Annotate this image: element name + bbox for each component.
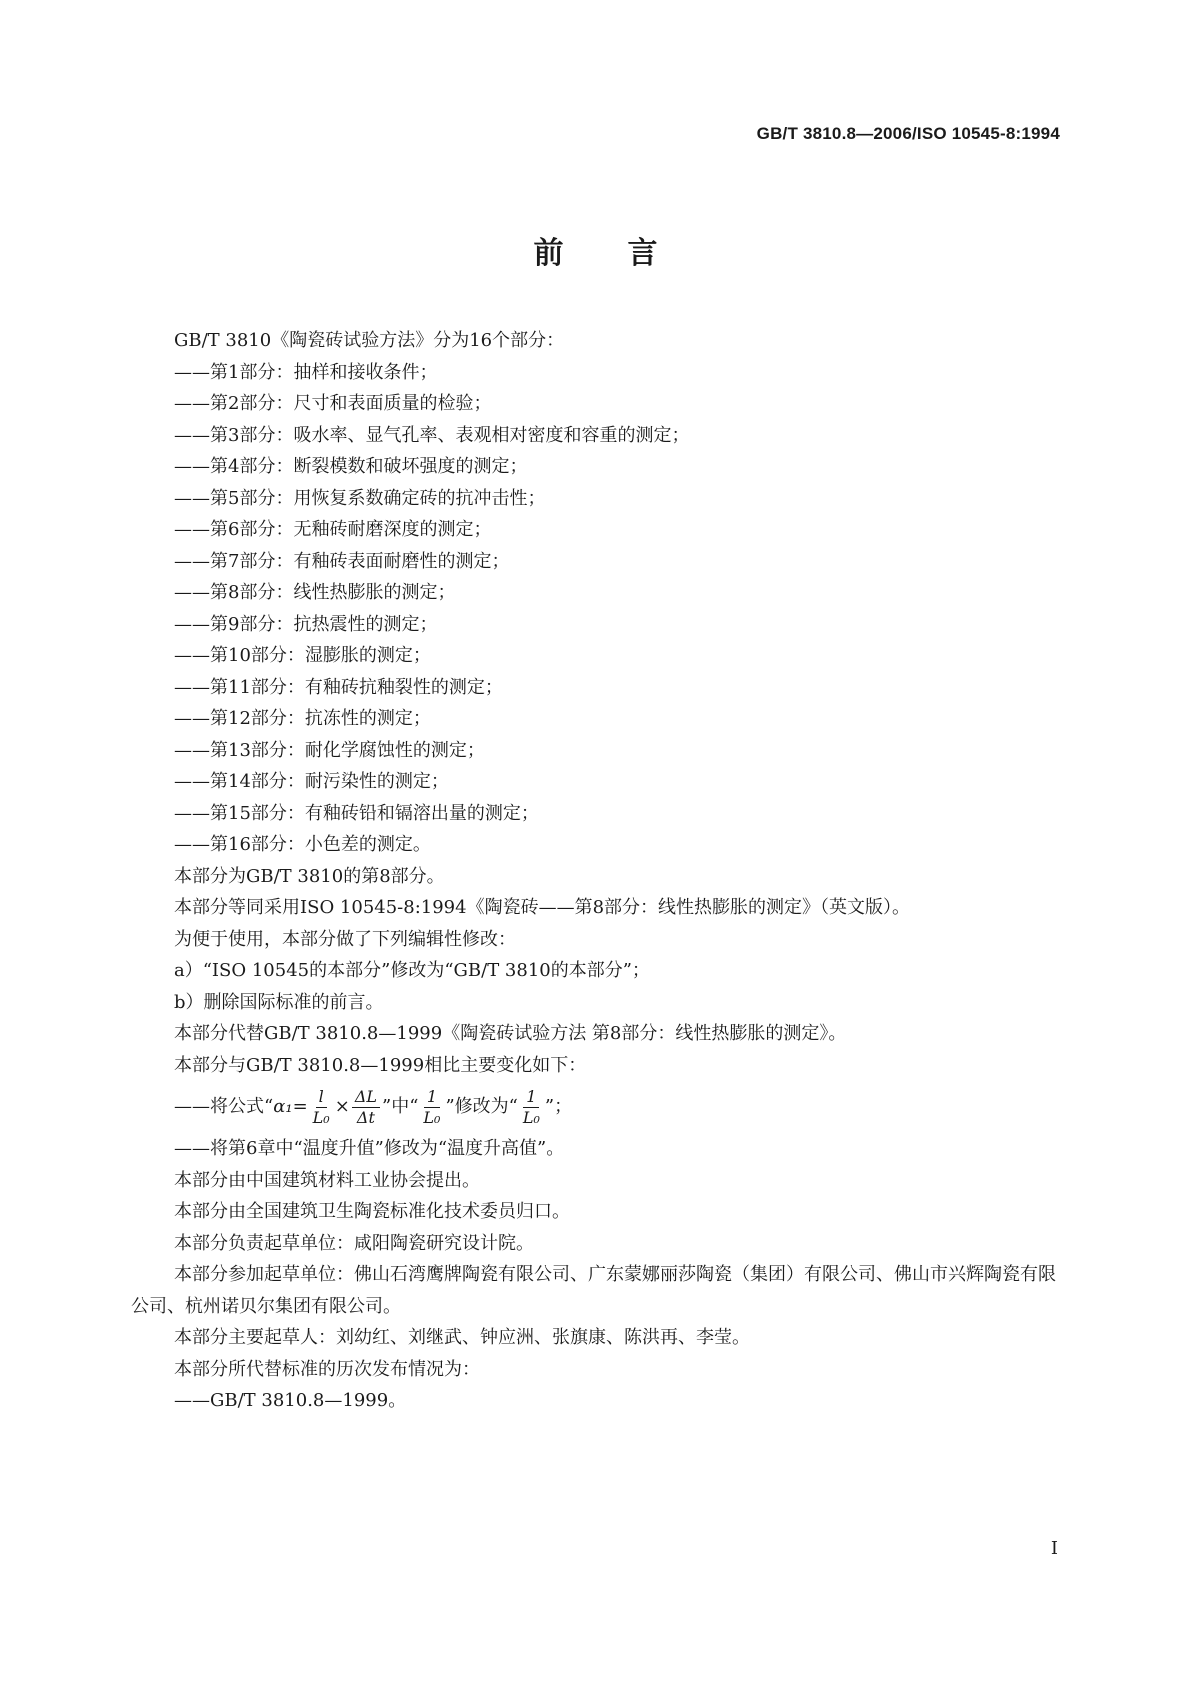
list-item: ——第9部分：抗热震性的测定； <box>174 613 438 635</box>
list-item: ——第3部分：吸水率、显气孔率、表观相对密度和容重的测定； <box>174 424 690 446</box>
fraction-numerator: l <box>316 1087 327 1108</box>
release-history-item: ——GB/T 3810.8—1999。 <box>174 1390 407 1411</box>
list-item: ——第12部分：抗冻性的测定； <box>174 708 431 729</box>
list-item: ——第10部分：湿膨胀的测定； <box>174 645 431 666</box>
list-item: ——第2部分：尺寸和表面质量的检验； <box>174 393 492 414</box>
equals-sign: = <box>292 1096 308 1118</box>
intro-paragraph: GB/T 3810《陶瓷砖试验方法》分为16个部分： <box>174 330 565 351</box>
editorial-change-b: b）删除国际标准的前言。 <box>174 991 384 1013</box>
editorial-change-a: a）“ISO 10545的本部分”修改为“GB/T 3810的本部分”； <box>174 960 650 981</box>
fraction-1-over-l0-old <box>420 1087 443 1128</box>
fraction-numerator: 1 <box>424 1087 440 1108</box>
release-history-intro: 本部分所代替标准的历次发布情况为： <box>174 1358 480 1380</box>
formula-change-line <box>131 1081 1061 1133</box>
list-item: ——第11部分：有釉砖抗釉裂性的测定； <box>174 676 503 698</box>
alpha-symbol: α₁ <box>273 1096 293 1118</box>
foreword-body <box>131 325 1061 1417</box>
list-item: ——第14部分：耐污染性的测定； <box>174 771 449 792</box>
fraction-denominator: Δt <box>356 1107 375 1127</box>
replacement-statement: 本部分代替GB/T 3810.8—1999《陶瓷砖试验方法 第8部分：线性热膨胀的测定》。 <box>174 1023 847 1044</box>
part-statement: 本部分为GB/T 3810的第8部分。 <box>174 865 445 887</box>
fraction-denominator: L₀ <box>423 1107 441 1127</box>
list-item: ——第5部分：用恢复系数确定砖的抗冲击性； <box>174 487 546 509</box>
fraction-l-over-l0 <box>310 1087 333 1128</box>
parts-list <box>131 357 1061 861</box>
list-item: ——第1部分：抽样和接收条件； <box>174 361 438 383</box>
page-number: I <box>1050 1538 1058 1559</box>
fraction-dl-over-dt <box>352 1087 380 1128</box>
fraction-denominator: L₀ <box>522 1107 540 1127</box>
fraction-numerator: ΔL <box>352 1087 380 1108</box>
page-title <box>0 228 1191 272</box>
changes-intro: 本部分与GB/T 3810.8—1999相比主要变化如下： <box>174 1054 587 1076</box>
adoption-statement: 本部分等同采用ISO 10545-8:1994《陶瓷砖——第8部分：线性热膨胀的测定》（英文版）。 <box>174 897 911 918</box>
fraction-1-over-l0-new <box>520 1087 543 1128</box>
list-item: ——第8部分：线性热膨胀的测定； <box>174 582 456 603</box>
formula-suffix: ”； <box>544 1096 573 1118</box>
main-drafters: 本部分主要起草人：刘幼红、刘继武、钟应洲、张旗康、陈洪再、李莹。 <box>174 1327 750 1348</box>
list-item: ——第16部分：小色差的测定。 <box>174 834 431 855</box>
editorial-changes-intro: 为便于使用，本部分做了下列编辑性修改： <box>174 928 516 950</box>
formula-prefix: ——将公式“ <box>174 1096 274 1118</box>
list-item: ——第13部分：耐化学腐蚀性的测定； <box>174 739 485 761</box>
chapter6-change: ——将第6章中“温度升值”修改为“温度升高值”。 <box>174 1138 565 1159</box>
list-item: ——第7部分：有釉砖表面耐磨性的测定； <box>174 550 510 572</box>
times-sign: × <box>334 1096 350 1118</box>
standard-code: GB/T 3810.8—2006/ISO 10545-8:1994 <box>756 124 1060 143</box>
fraction-numerator: 1 <box>523 1087 539 1108</box>
title-char-1: 前 <box>533 236 564 271</box>
formula-changed-to-text: ”修改为“ <box>445 1096 518 1118</box>
list-item: ——第4部分：断裂模数和破坏强度的测定； <box>174 456 528 477</box>
list-item: ——第6部分：无釉砖耐磨深度的测定； <box>174 519 492 540</box>
list-item: ——第15部分：有釉砖铅和镉溶出量的测定； <box>174 802 539 824</box>
drafting-unit: 本部分负责起草单位：咸阳陶瓷研究设计院。 <box>174 1232 534 1254</box>
fraction-denominator: L₀ <box>312 1107 330 1127</box>
proposed-by: 本部分由中国建筑材料工业协会提出。 <box>174 1169 480 1191</box>
title-char-2: 言 <box>627 236 658 271</box>
participating-units: 本部分参加起草单位：佛山石湾鹰牌陶瓷有限公司、广东蒙娜丽莎陶瓷（集团）有限公司、佛山市兴辉陶瓷有限公司、杭州诺贝尔集团有限公司。 <box>131 1264 1056 1317</box>
formula-mid-text: ”中“ <box>382 1096 419 1118</box>
administered-by: 本部分由全国建筑卫生陶瓷标准化技术委员归口。 <box>174 1201 570 1222</box>
